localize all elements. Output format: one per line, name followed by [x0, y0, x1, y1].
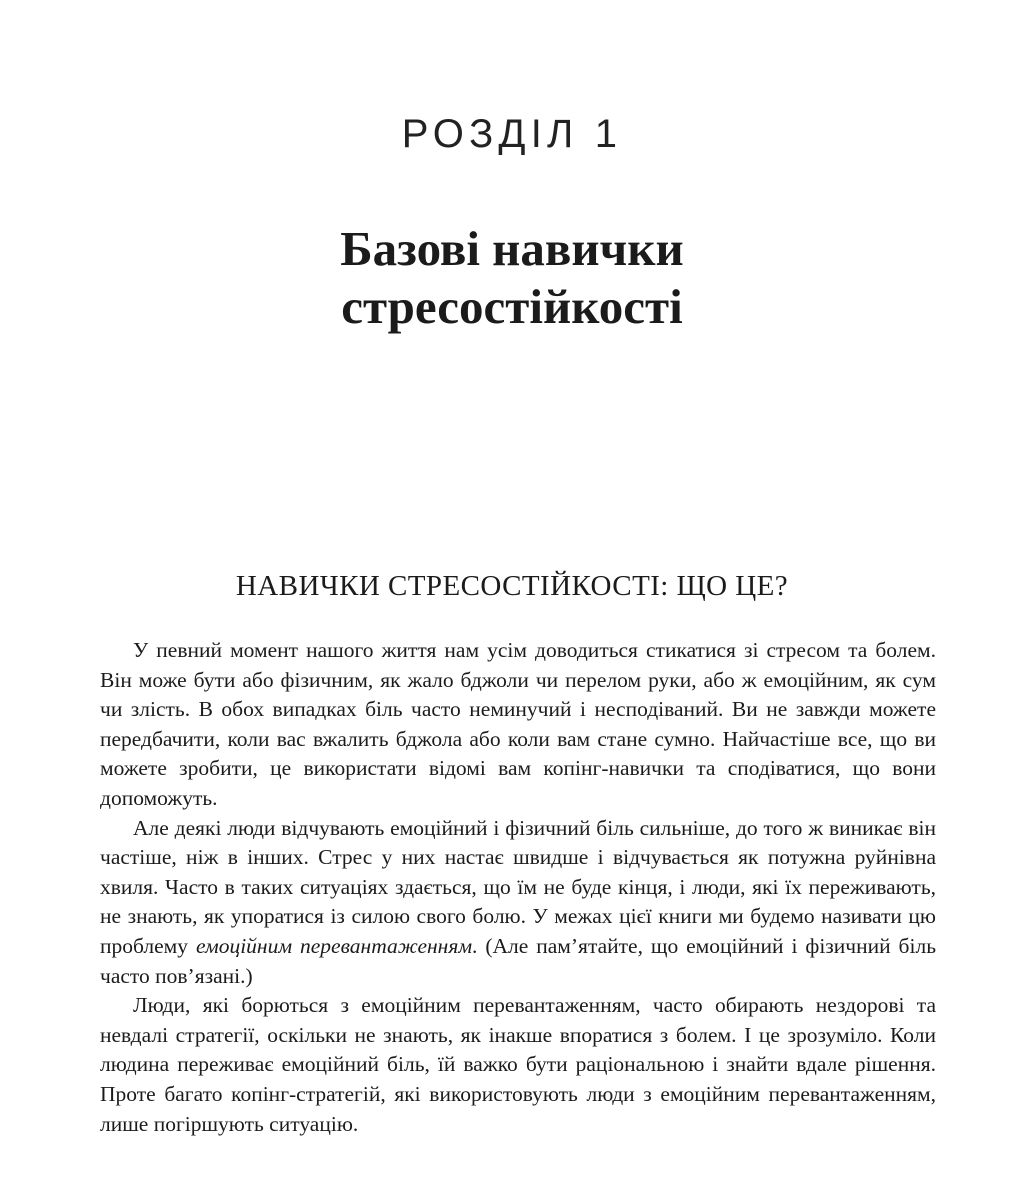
page-title	[0, 220, 1024, 336]
chapter-label: РОЗДІЛ 1	[401, 112, 623, 156]
page-title-line-1: Базові навички	[340, 221, 684, 276]
paragraph-2	[100, 814, 936, 992]
page-title-line-2: стресостійкості	[341, 279, 683, 334]
paragraph-2-italic-phrase: емоційним перевантаженням	[195, 933, 473, 958]
paragraph-2-text: Але деякі люди відчувають емоційний і фізичний біль сильніше, до того ж виникає він частіше, ніж в інших. Стрес у них настає швидше і відчувається як потужна руйнівна хвиля. Часто в таких ситуаціях здається, що їм не буде кінця, і люди, які їх переживають, не знають, як упоратися із силою свого болю. У межах цієї книги ми будемо називати цю проблему	[100, 815, 936, 958]
body-text	[100, 636, 936, 1139]
paragraph-1: У певний момент нашого життя нам усім доводиться стикатися зі стресом та болем. Він може бути або фізичним, як жало бджоли чи перелом руки, або ж емоційним, як сум чи злість. В обох випадках біль часто неминучий і несподіваний. Ви не завжди можете передбачити, коли вас вжалить бджола або коли вам стане сумно. Найчастіше все, що ви можете зробити, це використати відомі вам копінг-навички та сподіватися, що вони допоможуть.	[100, 638, 936, 810]
paragraph-2-text-end: . (Але пам’ятайте, що емоційний і фізичний біль часто пов’язані.)	[100, 933, 937, 988]
section-heading: НАВИЧКИ СТРЕСОСТІЙКОСТІ: ЩО ЦЕ?	[235, 570, 789, 602]
paragraph-3: Люди, які борються з емоційним перевантаженням, часто обирають нездорові та невдалі стратегії, оскільки не знають, як інакше впоратися з болем. І це зрозуміло. Коли людина переживає емоційний біль, їй важко бути раціональною і знайти вдале рішення. Проте багато копінг-стратегій, які використовують люди з емоційним перевантаженням, лише погіршують ситуацію.	[100, 993, 936, 1136]
